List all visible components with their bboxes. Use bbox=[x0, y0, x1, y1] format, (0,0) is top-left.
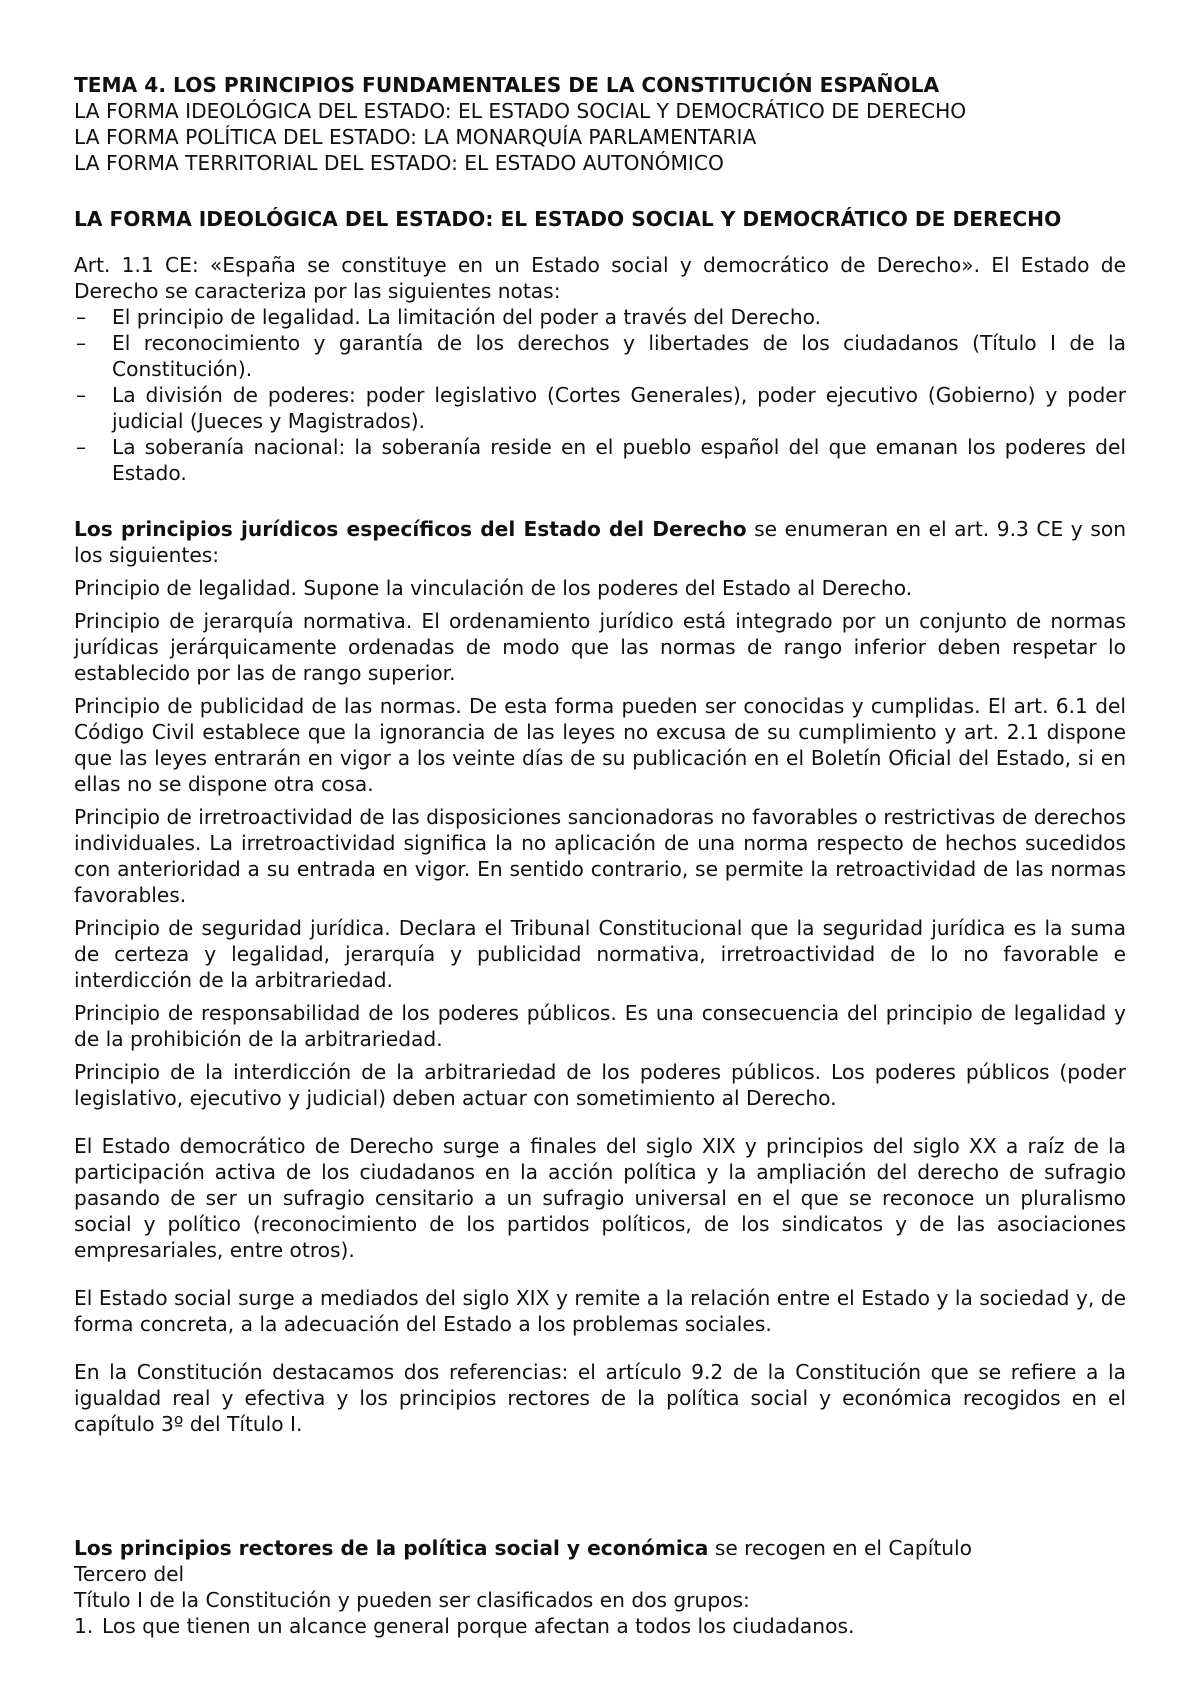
principle-item bbox=[74, 804, 1126, 908]
list-item-text: La soberanía nacional: la soberanía reside en el pueblo español del que emanan los poderes del Estado. bbox=[112, 435, 1126, 486]
header-line-2: LA FORMA POLÍTICA DEL ESTADO: LA MONARQUÍA PARLAMENTARIA bbox=[74, 125, 757, 149]
section-intro: Art. 1.1 CE: «España se constituye en un Estado social y democrático de Derecho». El Estado de Derecho se caracteriza por las siguientes notas: bbox=[74, 253, 1126, 304]
list-item bbox=[74, 1613, 1126, 1639]
header-line-3: LA FORMA TERRITORIAL DEL ESTADO: EL ESTADO AUTONÓMICO bbox=[74, 151, 724, 175]
list-item bbox=[74, 304, 1126, 330]
document-title: TEMA 4. LOS PRINCIPIOS FUNDAMENTALES DE LA CONSTITUCIÓN ESPAÑOLA bbox=[74, 73, 940, 97]
principle-item bbox=[74, 608, 1126, 686]
section-ideological-form bbox=[74, 206, 1126, 486]
list-item-text: El principio de legalidad. La limitación del poder a través del Derecho. bbox=[112, 305, 822, 330]
guiding-principles-line-2: Tercero del bbox=[74, 1562, 185, 1587]
principle-item bbox=[74, 693, 1126, 797]
list-item-text: La división de poderes: poder legislativo (Cortes Generales), poder ejecutivo (Gobierno) y poder judicial (Jueces y Magistrados). bbox=[112, 383, 1126, 434]
principle-text: Principio de la interdicción de la arbitrariedad de los poderes públicos. Los poderes públicos (poder legislativo, ejecutivo y judicial) deben actuar con sometimiento al Derecho. bbox=[74, 1060, 1126, 1111]
header-line-1: LA FORMA IDEOLÓGICA DEL ESTADO: EL ESTADO SOCIAL Y DEMOCRÁTICO DE DERECHO bbox=[74, 99, 967, 123]
document-header bbox=[74, 72, 1126, 176]
principles-lead-rest: se enumeran en el art. 9.3 CE y son los siguientes: bbox=[74, 517, 1126, 568]
list-item-text: El reconocimiento y garantía de los derechos y libertades de los ciudadanos (Título I de la Constitución). bbox=[112, 331, 1126, 382]
guiding-principles-lead-bold: Los principios rectores de la política social y económica bbox=[74, 1536, 709, 1561]
dash-marker: – bbox=[76, 305, 87, 330]
principle-item bbox=[74, 575, 1126, 601]
dash-marker: – bbox=[76, 383, 87, 408]
dash-marker: – bbox=[76, 331, 87, 356]
list-item-text: Los que tienen un alcance general porque afectan a todos los ciudadanos. bbox=[102, 1614, 855, 1639]
principle-item bbox=[74, 1000, 1126, 1052]
principle-item bbox=[74, 1059, 1126, 1111]
section-legal-principles bbox=[74, 516, 1126, 1111]
rule-of-law-notes-list bbox=[74, 304, 1126, 486]
guiding-principles-groups-list bbox=[74, 1613, 1126, 1639]
guiding-principles-lead-rest: se recogen en el Capítulo bbox=[708, 1536, 972, 1561]
paragraph-democratic-state: El Estado democrático de Derecho surge a finales del siglo XIX y principios del siglo XX a raíz de la participación activa de los ciudadanos en la acción política y la ampliación del derecho de sufragio pasando de ser un sufragio censitario a un sufragio universal en el que se reconoce un pluralismo social y político (reconocimiento de los partidos políticos, de los sindicatos y de las asociaciones empresariales, entre otros). bbox=[74, 1134, 1126, 1263]
paragraph-social-state: El Estado social surge a mediados del siglo XIX y remite a la relación entre el Estado y la sociedad y, de forma concreta, a la adecuación del Estado a los problemas sociales. bbox=[74, 1286, 1126, 1337]
principle-text: Principio de irretroactividad de las disposiciones sancionadoras no favorables o restrictivas de derechos individuales. La irretroactividad significa la no aplicación de una norma respecto de hechos sucedidos con anterioridad a su entrada en vigor. En sentido contrario, se permite la retroactividad de las normas favorables. bbox=[74, 805, 1126, 908]
section-guiding-principles bbox=[74, 1535, 1126, 1639]
principle-text: Principio de responsabilidad de los poderes públicos. Es una consecuencia del principio de legalidad y de la prohibición de la arbitrariedad. bbox=[74, 1001, 1126, 1052]
principle-text: Principio de legalidad. Supone la vinculación de los poderes del Estado al Derecho. bbox=[74, 576, 913, 601]
section-heading: LA FORMA IDEOLÓGICA DEL ESTADO: EL ESTADO SOCIAL Y DEMOCRÁTICO DE DERECHO bbox=[74, 207, 1062, 231]
principle-text: Principio de publicidad de las normas. De esta forma pueden ser conocidas y cumplidas. El art. 6.1 del Código Civil establece que la ignorancia de las leyes no excusa de su cumplimiento y art. 2.1 dispone que las leyes entrarán en vigor a los veinte días de su publicación en el Boletín Oficial del Estado, si en ellas no se dispone otra cosa. bbox=[74, 694, 1126, 797]
principles-lead-bold: Los principios jurídicos específicos del Estado del Derecho bbox=[74, 517, 747, 542]
paragraph-constitution-references: En la Constitución destacamos dos referencias: el artículo 9.2 de la Constitución que se refiere a la igualdad real y efectiva y los principios rectores de la política social y económica recogidos en el capítulo 3º del Título I. bbox=[74, 1360, 1126, 1437]
list-item bbox=[74, 382, 1126, 434]
list-item bbox=[74, 434, 1126, 486]
principle-text: Principio de jerarquía normativa. El ordenamiento jurídico está integrado por un conjunto de normas jurídicas jerárquicamente ordenadas de modo que las normas de rango inferior deben respetar lo establecido por las de rango superior. bbox=[74, 609, 1126, 686]
guiding-principles-line-3: Título I de la Constitución y pueden ser clasificados en dos grupos: bbox=[74, 1588, 750, 1613]
principles-lead bbox=[74, 516, 1126, 568]
list-number: 1. bbox=[74, 1614, 94, 1639]
principle-text: Principio de seguridad jurídica. Declara el Tribunal Constitucional que la seguridad jurídica es la suma de certeza y legalidad, jerarquía y publicidad normativa, irretroactividad de lo no favorable e interdicción de la arbitrariedad. bbox=[74, 916, 1126, 993]
dash-marker: – bbox=[76, 435, 87, 460]
principle-item bbox=[74, 915, 1126, 993]
guiding-principles-lead bbox=[74, 1535, 1126, 1561]
list-item bbox=[74, 330, 1126, 382]
